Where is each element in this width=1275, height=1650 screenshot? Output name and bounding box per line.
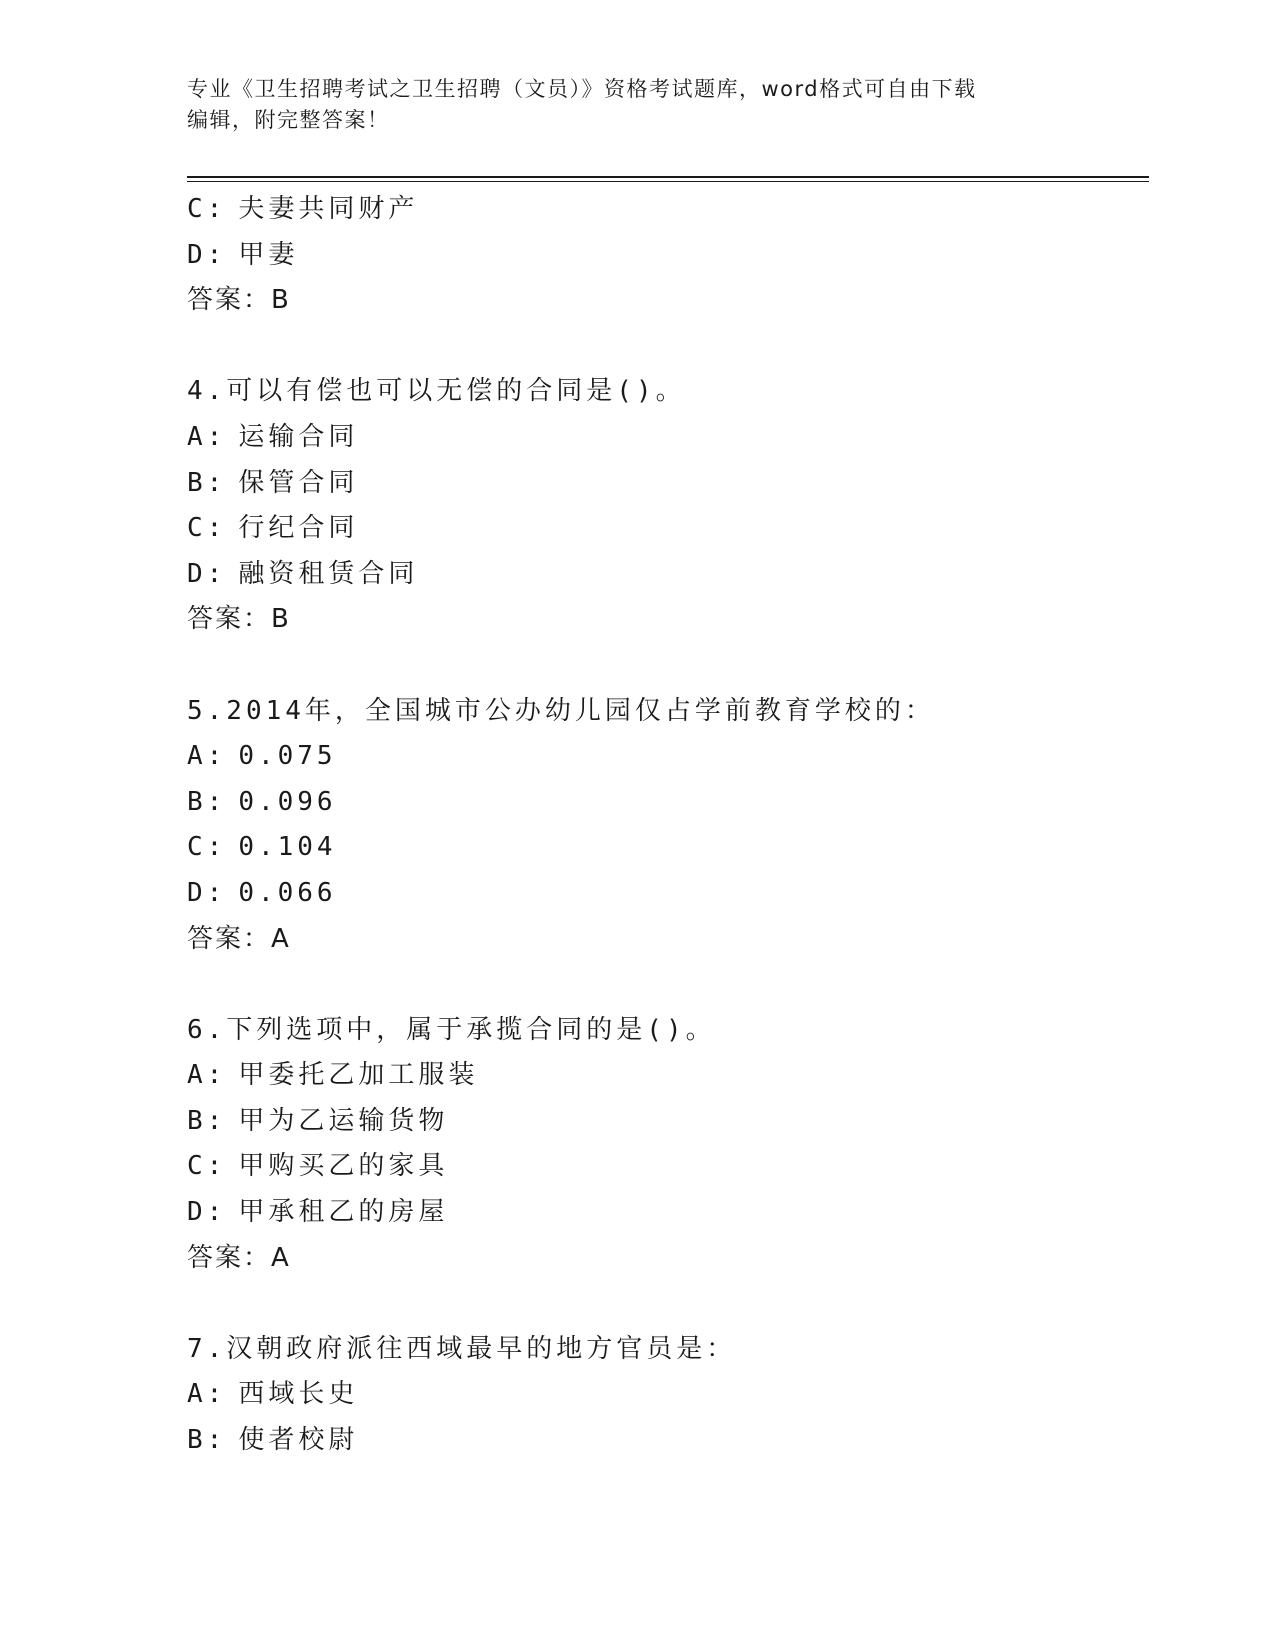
option-label: B: [187,467,227,498]
option-text: 甲委托乙加工服装 [238,1060,479,1091]
option-text: 甲妻 [238,239,299,270]
option-row [187,1053,1149,1099]
option-text: 甲购买乙的家具 [238,1151,449,1182]
question-stem: 4.可以有偿也可以无偿的合同是()。 [187,376,686,407]
option-text: 融资租赁合同 [238,558,419,589]
answer-line: 答案：A [187,923,291,954]
option-row [187,1144,1149,1190]
option-text: 使者校尉 [238,1425,359,1456]
option-row [187,187,1149,233]
question-stem: 7.汉朝政府派往西域最早的地方官员是： [187,1333,737,1364]
option-label: A: [187,421,227,452]
option-label: A: [187,1060,227,1091]
option-label: B: [187,786,227,817]
spacer [187,324,1149,370]
header-divider [187,176,1149,182]
spacer [187,643,1149,689]
option-text: 行纪合同 [238,513,359,544]
question-list [187,187,1149,1464]
question-stem: 5.2014年，全国城市公办幼儿园仅占学前教育学校的： [187,695,935,726]
question-stem: 6.下列选项中，属于承揽合同的是()。 [187,1014,716,1045]
option-text: 夫妻共同财产 [238,194,419,224]
option-text: 保管合同 [238,467,359,498]
option-label: D: [187,239,227,270]
option-text: 甲为乙运输货物 [238,1105,449,1136]
option-row [187,233,1149,279]
option-label: D: [187,1197,227,1228]
option-label: C: [187,832,227,863]
option-label: A: [187,741,227,772]
option-row [187,461,1149,507]
option-row [187,734,1149,780]
header-line-1: 专业《卫生招聘考试之卫生招聘（文员）》资格考试题库，word格式可自由下载 [187,77,977,101]
answer-line: 答案：B [187,604,291,635]
option-row [187,1099,1149,1145]
option-row [187,552,1149,598]
document-header [187,74,1087,136]
header-line-2: 编辑，附完整答案！ [187,108,390,132]
option-row [187,871,1149,917]
option-label: C: [187,513,227,544]
option-text: 运输合同 [238,421,359,452]
option-row [187,506,1149,552]
option-label: B: [187,1425,227,1456]
option-text: 0.075 [238,741,337,772]
option-row [187,780,1149,826]
answer-line: 答案：A [187,1242,291,1273]
option-row [187,1418,1149,1464]
option-text: 0.066 [238,877,337,908]
option-row [187,825,1149,871]
option-label: D: [187,558,227,589]
option-label: A: [187,1379,227,1410]
option-text: 0.096 [238,786,337,817]
answer-line: 答案：B [187,285,291,316]
option-text: 西域长史 [238,1379,359,1410]
option-label: C: [187,1151,227,1182]
spacer [187,962,1149,1008]
option-label: C: [187,194,227,224]
option-row [187,1372,1149,1418]
spacer [187,1281,1149,1327]
option-row [187,415,1149,461]
option-text: 0.104 [238,832,337,863]
option-text: 甲承租乙的房屋 [238,1197,449,1228]
option-label: B: [187,1105,227,1136]
option-row [187,1190,1149,1236]
option-label: D: [187,877,227,908]
